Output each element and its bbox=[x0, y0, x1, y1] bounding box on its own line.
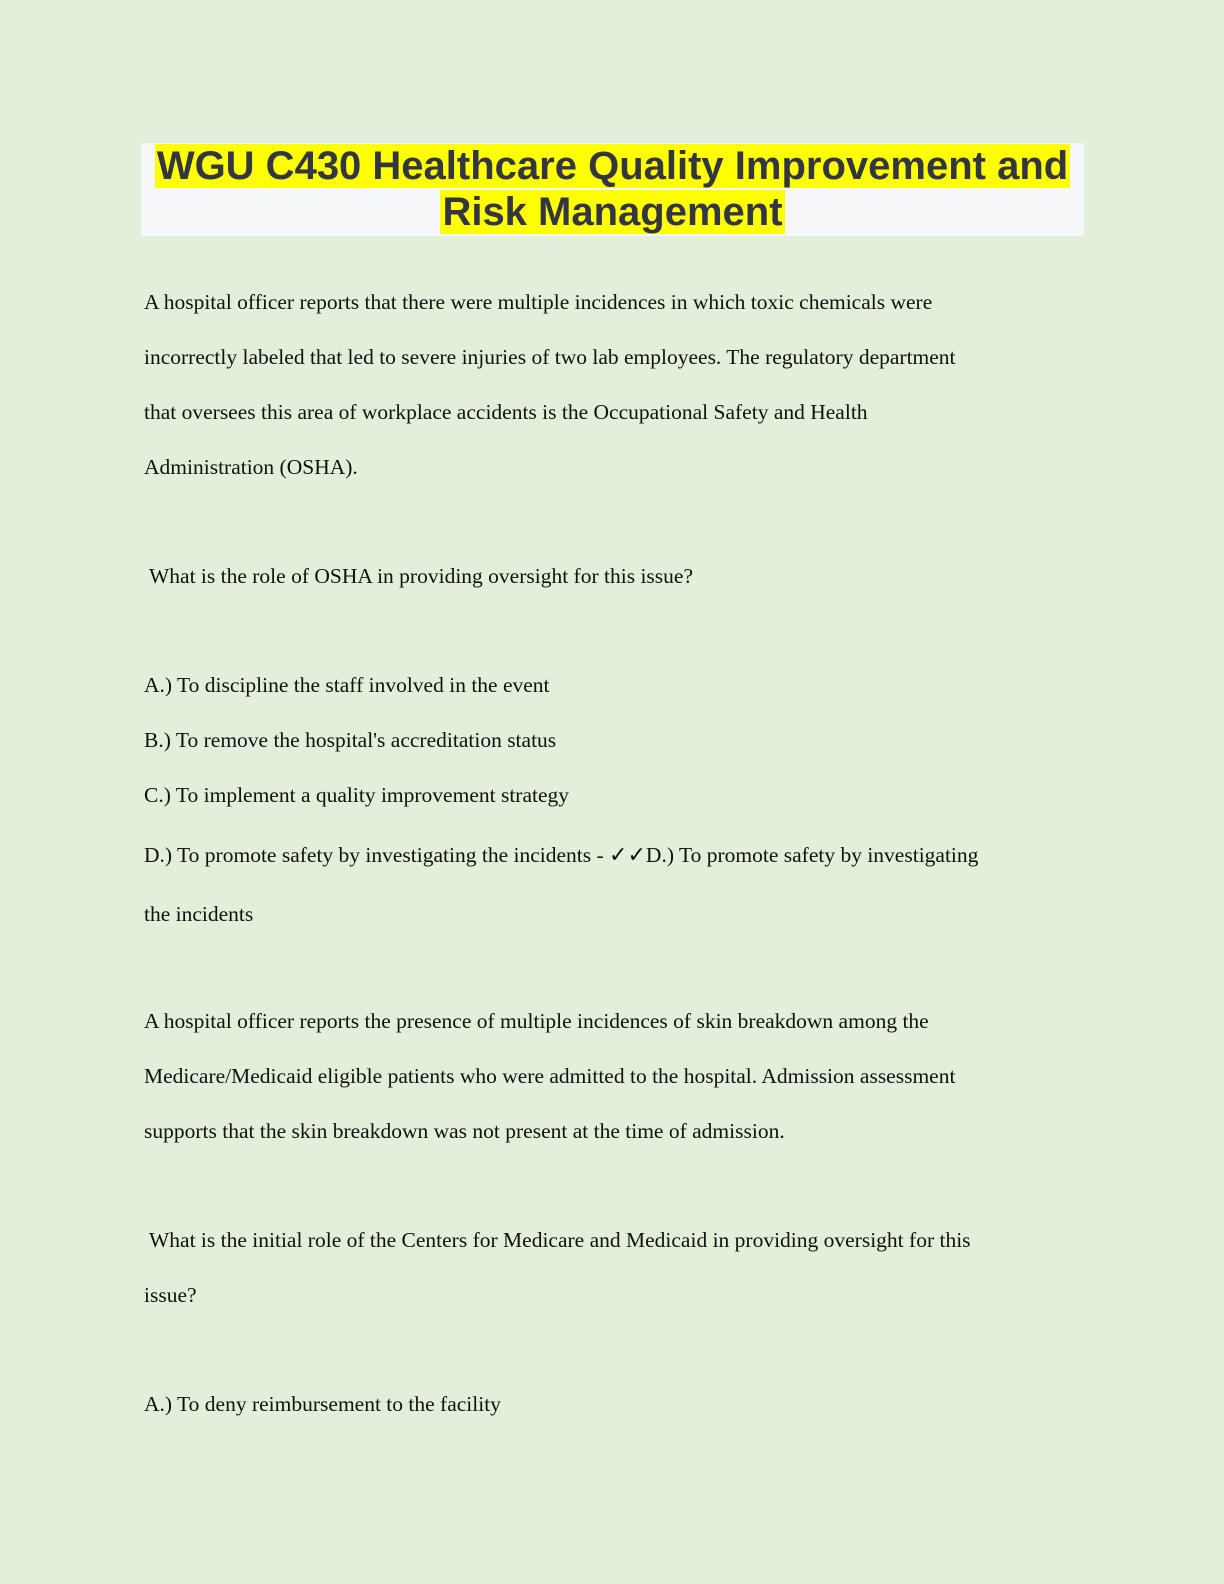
q2-question-line: issue? bbox=[144, 1283, 197, 1307]
q1-question-text: What is the role of OSHA in providing oversight for this issue? bbox=[144, 564, 693, 588]
document-title bbox=[141, 143, 1084, 236]
q1-scenario-line: Administration (OSHA). bbox=[144, 455, 358, 479]
q1-scenario-line: that oversees this area of workplace accidents is the Occupational Safety and Health bbox=[144, 400, 868, 424]
title-line-1: WGU C430 Healthcare Quality Improvement and bbox=[156, 144, 1069, 188]
q1-question bbox=[144, 549, 1084, 604]
q1-options bbox=[144, 658, 1084, 823]
q2-scenario-line: Medicare/Medicaid eligible patients who were admitted to the hospital. Admission assessment bbox=[144, 1064, 956, 1088]
q1-scenario-line: incorrectly labeled that led to severe injuries of two lab employees. The regulatory department bbox=[144, 345, 956, 369]
q1-scenario-line: A hospital officer reports that there were multiple incidences in which toxic chemicals were bbox=[144, 290, 933, 314]
q2-question bbox=[144, 1213, 1084, 1323]
title-line-2: Risk Management bbox=[442, 190, 783, 234]
q1-answer-continuation: the incidents bbox=[144, 902, 254, 926]
q2-scenario-line: A hospital officer reports the presence of multiple incidences of skin breakdown among the bbox=[144, 1009, 929, 1033]
q2-options bbox=[144, 1377, 1084, 1432]
q1-option-a: A.) To discipline the staff involved in the event bbox=[144, 673, 550, 697]
q2-scenario-line: supports that the skin breakdown was not present at the time of admission. bbox=[144, 1119, 785, 1143]
q1-option-c: C.) To implement a quality improvement strategy bbox=[144, 783, 570, 807]
q2-scenario bbox=[144, 994, 1084, 1159]
check-icon: ✓✓ bbox=[609, 843, 646, 868]
q1-scenario bbox=[144, 275, 1084, 495]
q2-question-line: What is the initial role of the Centers for Medicare and Medicaid in providing oversight for this bbox=[144, 1228, 971, 1252]
q1-option-b: B.) To remove the hospital's accreditation status bbox=[144, 728, 557, 752]
q2-option-a: A.) To deny reimbursement to the facility bbox=[144, 1392, 501, 1416]
q1-answer-text: D.) To promote safety by investigating bbox=[645, 843, 979, 867]
q1-option-d-text: D.) To promote safety by investigating the incidents - bbox=[144, 843, 610, 867]
q1-option-d bbox=[144, 826, 1084, 944]
